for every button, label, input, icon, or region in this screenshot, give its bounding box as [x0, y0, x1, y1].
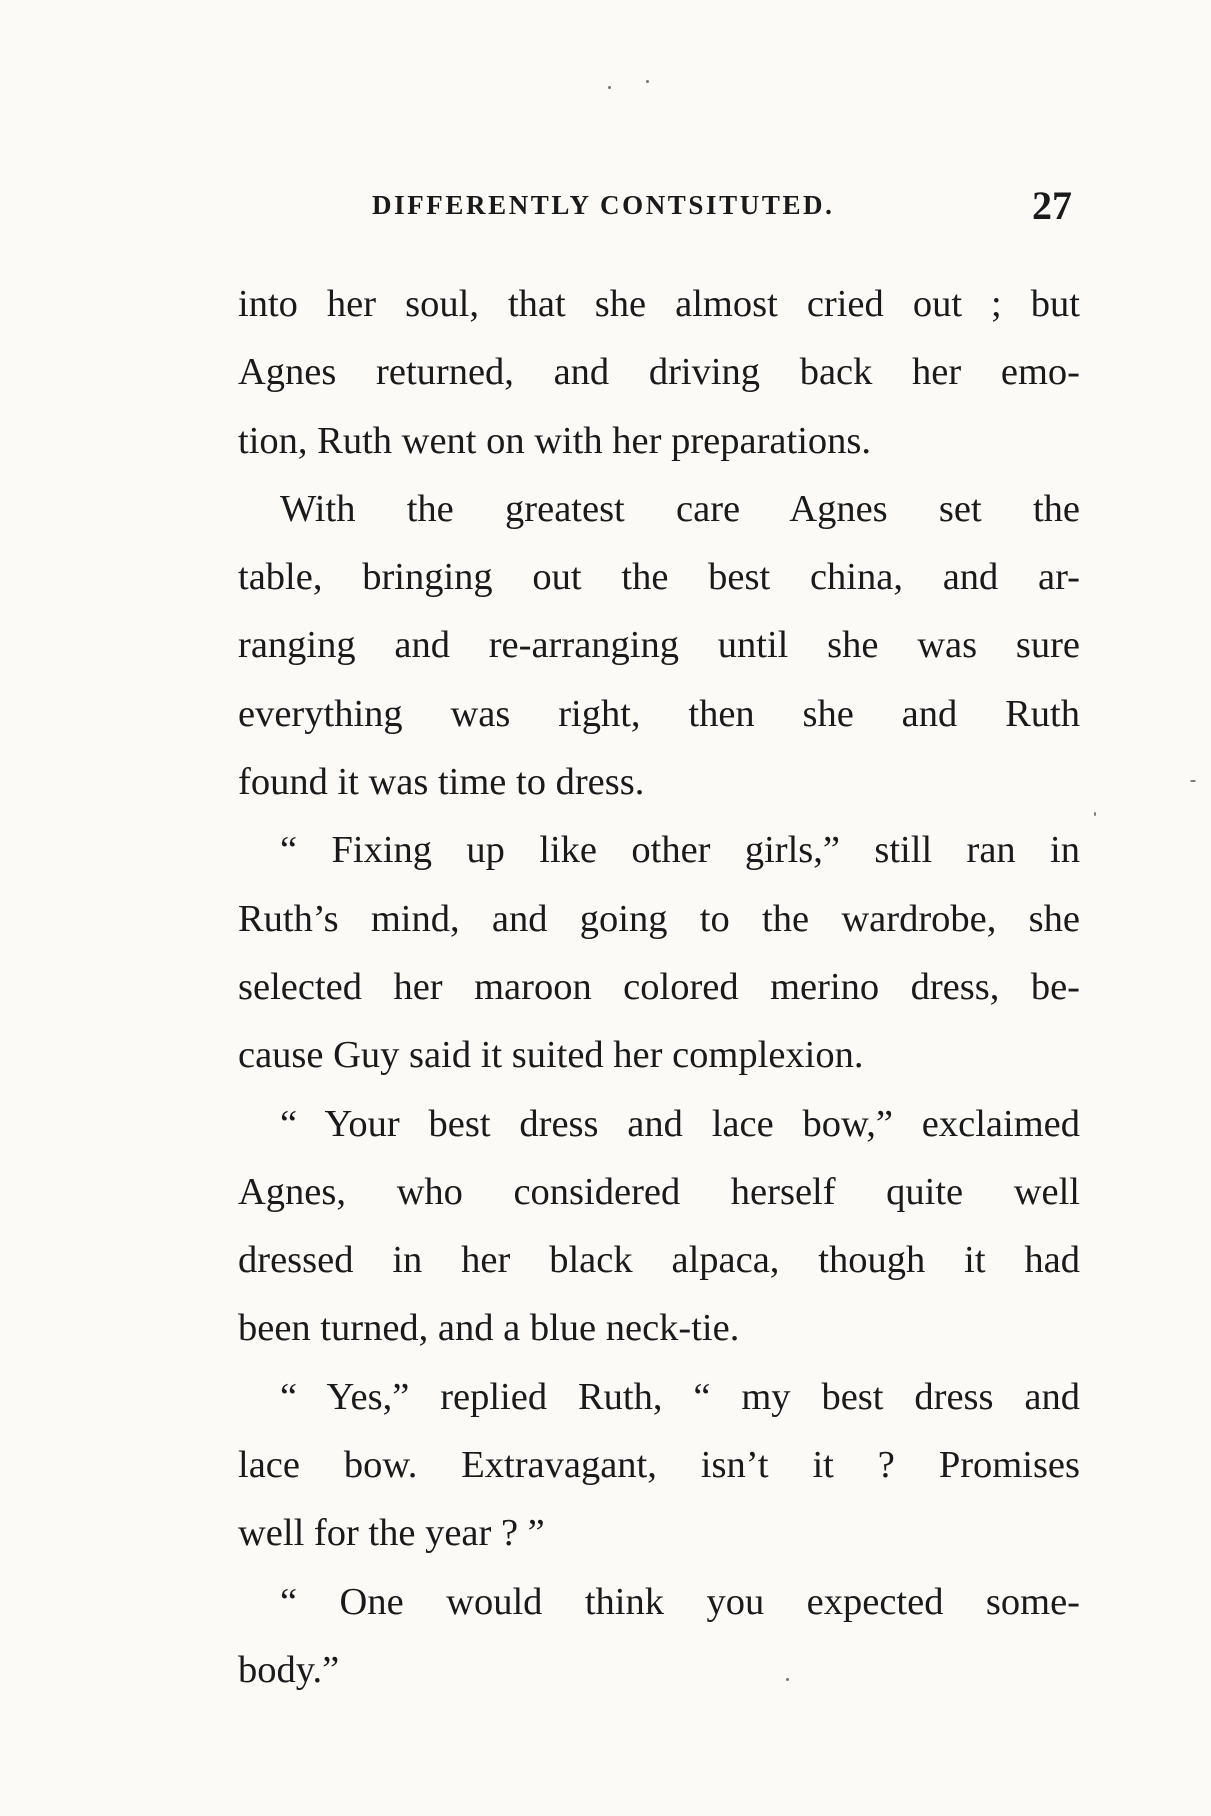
text-line: “ Yes,” replied Ruth, “ my best dress and: [280, 1375, 1080, 1418]
running-title: DIFFERENTLY CONTSITUTED.: [372, 190, 835, 220]
text-line: “ Fixing up like other girls,” still ran in: [280, 829, 1080, 872]
text-line: Ruth’s mind, and going to the wardrobe, she: [238, 897, 1080, 940]
paper-speck: [608, 86, 611, 89]
text-line: With the greatest care Agnes set the: [280, 487, 1080, 530]
running-head: [372, 182, 1072, 232]
paragraph: [238, 816, 1080, 1089]
body-text: [238, 270, 1080, 1704]
paper-speck: [786, 1678, 789, 1681]
paper-speck: [1094, 812, 1096, 816]
text-line: tion, Ruth went on with her preparations.: [238, 419, 871, 462]
text-line: “ Your best dress and lace bow,” exclaimed: [280, 1102, 1080, 1145]
text-line: into her soul, that she almost cried out ; but: [238, 283, 1080, 325]
text-line: selected her maroon colored merino dress, be-: [238, 965, 1080, 1008]
page-number: 27: [1032, 183, 1072, 228]
paragraph: [238, 1363, 1080, 1568]
text-line: Agnes, who considered herself quite well: [238, 1170, 1080, 1213]
paper-speck: [1190, 780, 1196, 782]
paragraph: [238, 475, 1080, 816]
text-line: ranging and re-arranging until she was sure: [238, 624, 1080, 667]
paragraph: [238, 1568, 1080, 1705]
text-line: lace bow. Extravagant, isn’t it ? Promises: [238, 1444, 1080, 1487]
text-line: dressed in her black alpaca, though it had: [238, 1239, 1080, 1282]
text-line: table, bringing out the best china, and ar-: [238, 556, 1080, 599]
text-line: everything was right, then she and Ruth: [238, 692, 1080, 735]
text-line: been turned, and a blue neck-tie.: [238, 1307, 740, 1350]
text-line: Agnes returned, and driving back her emo-: [238, 351, 1080, 394]
text-line: well for the year ? ”: [238, 1512, 545, 1555]
text-line: cause Guy said it suited her complexion.: [238, 1034, 864, 1077]
text-line: “ One would think you expected some-: [280, 1580, 1080, 1623]
paragraph: [238, 1090, 1080, 1363]
paper-speck: [646, 80, 649, 83]
text-line: body.”: [238, 1648, 340, 1691]
paragraph: [238, 270, 1080, 475]
text-line: found it was time to dress.: [238, 761, 645, 804]
